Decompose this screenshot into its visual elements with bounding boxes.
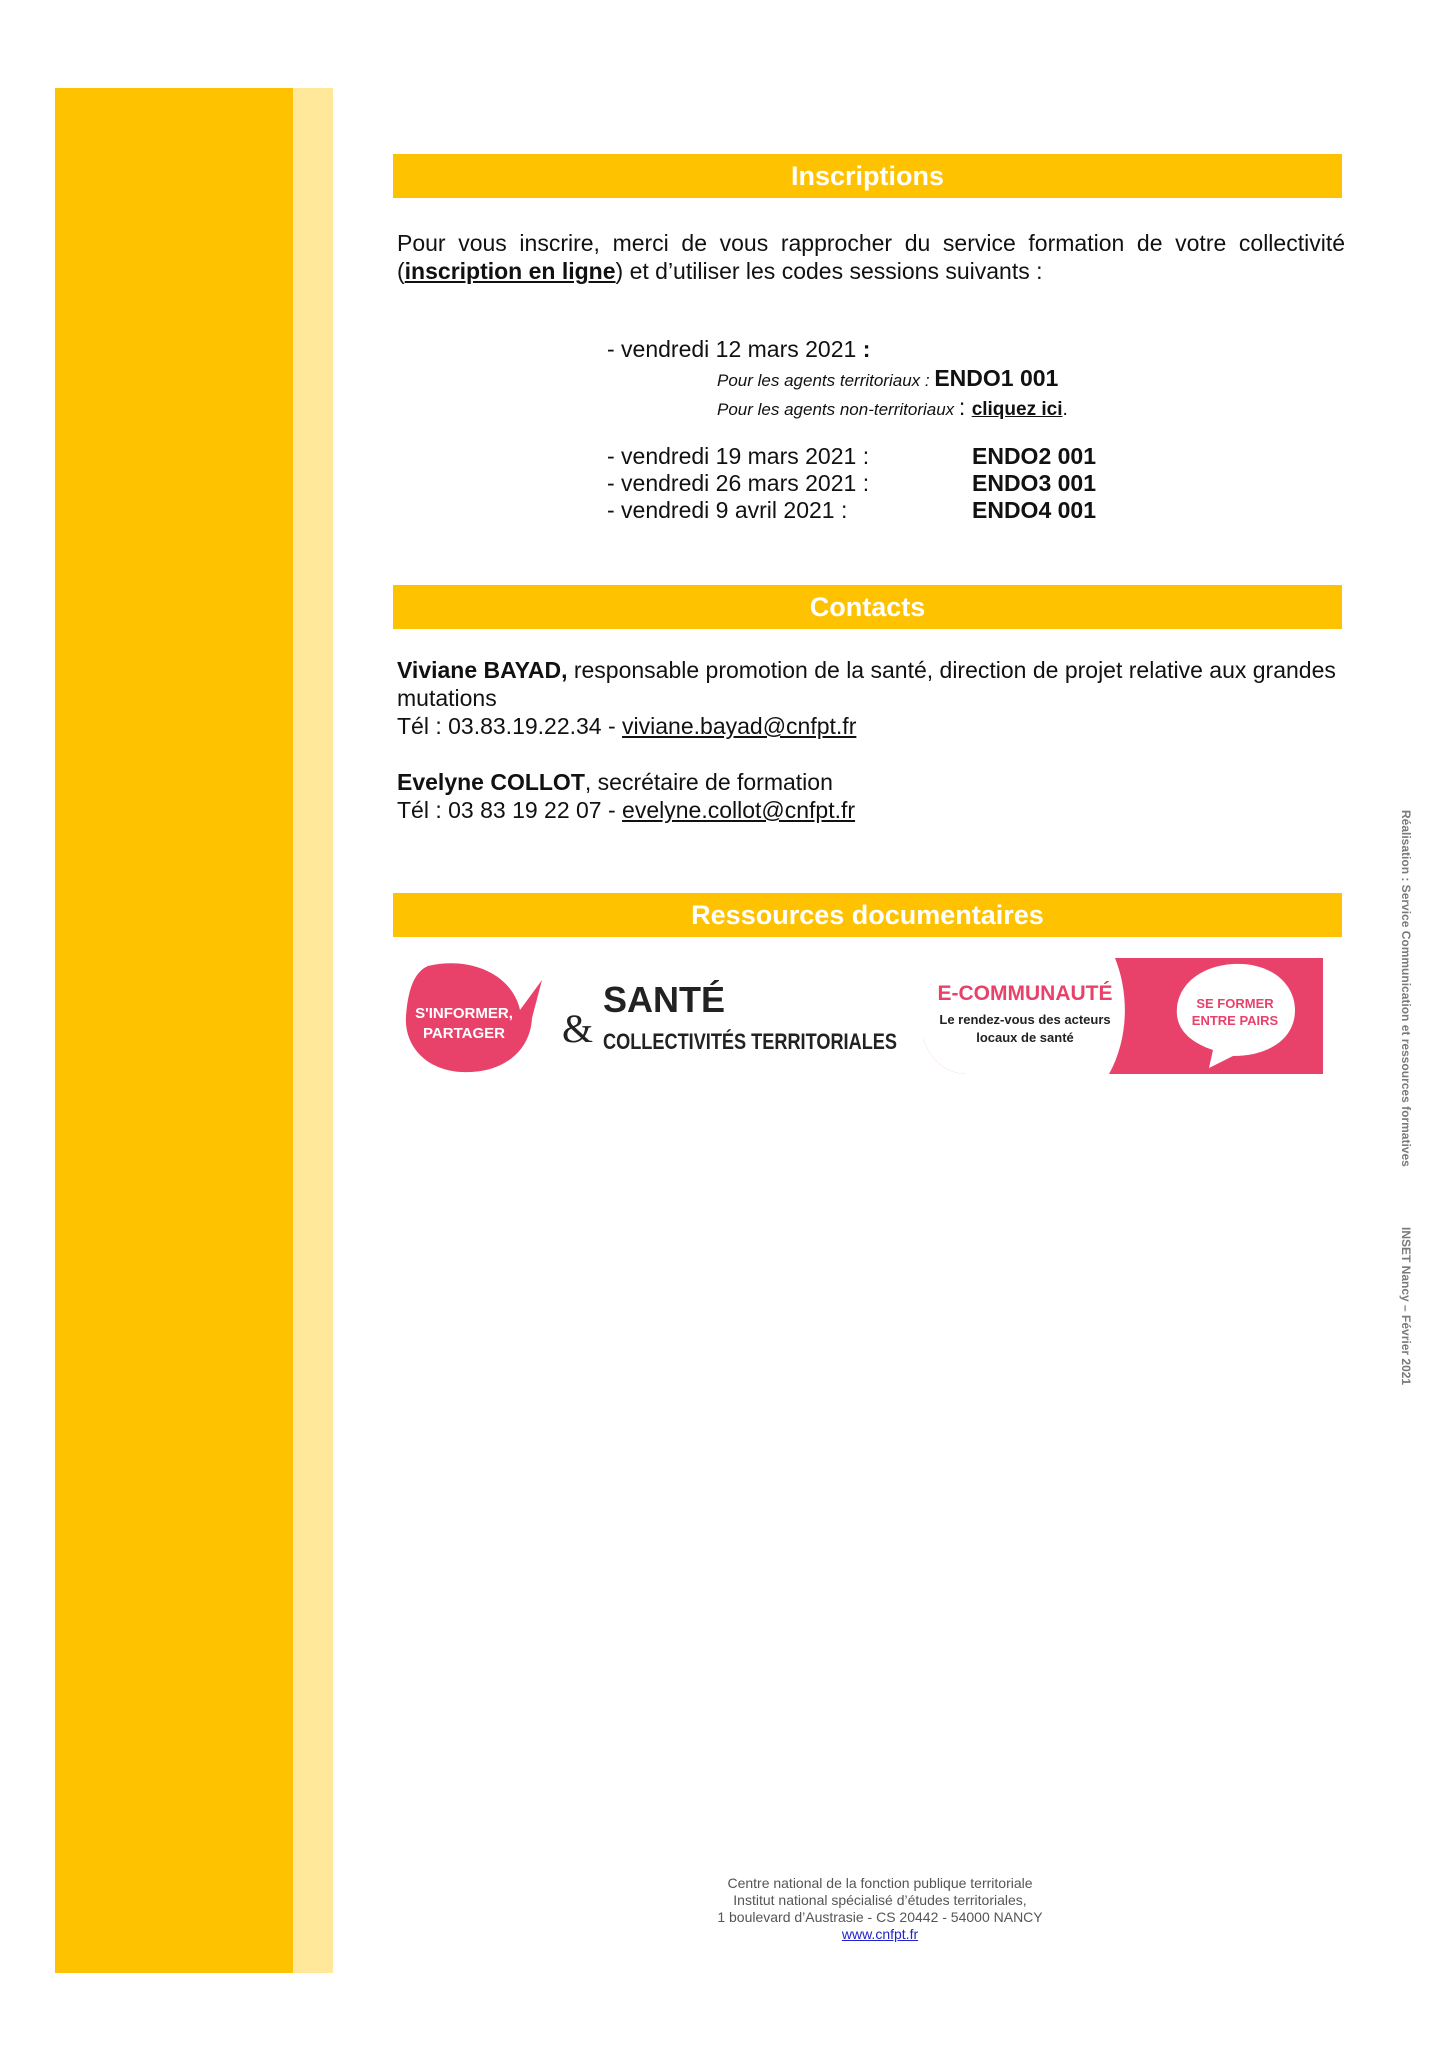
contact1-name: Viviane BAYAD,	[397, 657, 568, 683]
session1-date-text: - vendredi 12 mars 2021	[607, 336, 863, 362]
footer-website-link[interactable]: www.cnfpt.fr	[841, 1926, 919, 1942]
contact1-role: responsable promotion de la santé, direction de projet relative aux grandes mutations	[397, 657, 1336, 711]
inscription-en-ligne-link[interactable]: inscription en ligne	[404, 258, 616, 284]
contact1-tel: Tél : 03.83.19.22.34 -	[397, 713, 623, 739]
non-territoriaux-label: Pour les agents non-territoriaux	[717, 400, 959, 419]
session1-colon: :	[862, 336, 871, 362]
session1-date	[607, 336, 870, 363]
logo-collectivites: COLLECTIVITÉS TERRITORIALES	[603, 1029, 897, 1054]
session1-non-territoriaux	[717, 394, 1068, 423]
contact2-email-link[interactable]: evelyne.collot@cnfpt.fr	[622, 797, 856, 823]
session4-code: ENDO4 001	[972, 497, 1097, 523]
rdv-line2: locaux de santé	[976, 1030, 1074, 1045]
contact-collot	[397, 768, 1345, 824]
logo-sante: SANTÉ	[603, 979, 726, 1020]
ressources-header: Ressources documentaires	[393, 893, 1342, 937]
session2-code: ENDO2 001	[972, 443, 1097, 469]
sante-collectivites-logo[interactable]	[400, 960, 900, 1080]
footer-line1: Centre national de la fonction publique territoriale	[727, 1875, 1033, 1891]
non-territoriaux-colon: :	[958, 394, 972, 420]
realisation-credit: Réalisation : Service Communication et ressources formatives	[1399, 810, 1413, 1167]
e-communaute-title: E-COMMUNAUTÉ	[937, 982, 1113, 1005]
rdv-line1: Le rendez-vous des acteurs	[939, 1012, 1111, 1027]
contact2-name: Evelyne COLLOT	[397, 769, 585, 795]
informer-line2: PARTAGER	[423, 1025, 505, 1042]
territoriaux-label: Pour les agents territoriaux :	[717, 371, 935, 390]
inscriptions-intro	[397, 229, 1345, 285]
session4-date: - vendredi 9 avril 2021 :	[607, 497, 848, 523]
session3-date: - vendredi 26 mars 2021 :	[607, 470, 870, 496]
logo-ampersand: &	[562, 1006, 594, 1051]
contact1-email-link[interactable]: viviane.bayad@cnfpt.fr	[622, 713, 857, 739]
inscriptions-header: Inscriptions	[393, 154, 1342, 198]
intro-text-1: Pour vous inscrire, merci de vous rapprocher du service formation de votre collectivité (	[397, 230, 1345, 284]
footer-line2: Institut national spécialisé d’études territoriales,	[733, 1892, 1027, 1908]
session1-territoriaux	[717, 365, 1058, 394]
footer-line3: 1 boulevard d’Austrasie - CS 20442 - 54000 NANCY	[717, 1909, 1043, 1925]
inset-credit: INSET Nancy – Février 2021	[1399, 1227, 1413, 1386]
contact-bayad	[397, 656, 1345, 740]
se-former-line1: SE FORMER	[1196, 996, 1274, 1011]
footer	[620, 1875, 1140, 1943]
non-territoriaux-dot: .	[1062, 399, 1068, 420]
e-communaute-logo[interactable]	[915, 958, 1323, 1074]
se-former-line2: ENTRE PAIRS	[1191, 1013, 1279, 1028]
session3-code: ENDO3 001	[972, 470, 1097, 496]
left-yellow-band	[55, 88, 293, 1973]
session2-date: - vendredi 19 mars 2021 :	[607, 443, 870, 469]
informer-line1: S'INFORMER,	[415, 1005, 513, 1022]
contact2-role: , secrétaire de formation	[584, 769, 833, 795]
contact2-tel: Tél : 03 83 19 22 07 -	[397, 797, 623, 823]
cliquez-ici-link[interactable]: cliquez ici	[971, 399, 1063, 420]
left-light-band	[293, 88, 333, 1973]
intro-text-2: ) et d’utiliser les codes sessions suivants :	[615, 258, 1043, 284]
contacts-header: Contacts	[393, 585, 1342, 629]
territoriaux-code: ENDO1 001	[934, 365, 1059, 391]
